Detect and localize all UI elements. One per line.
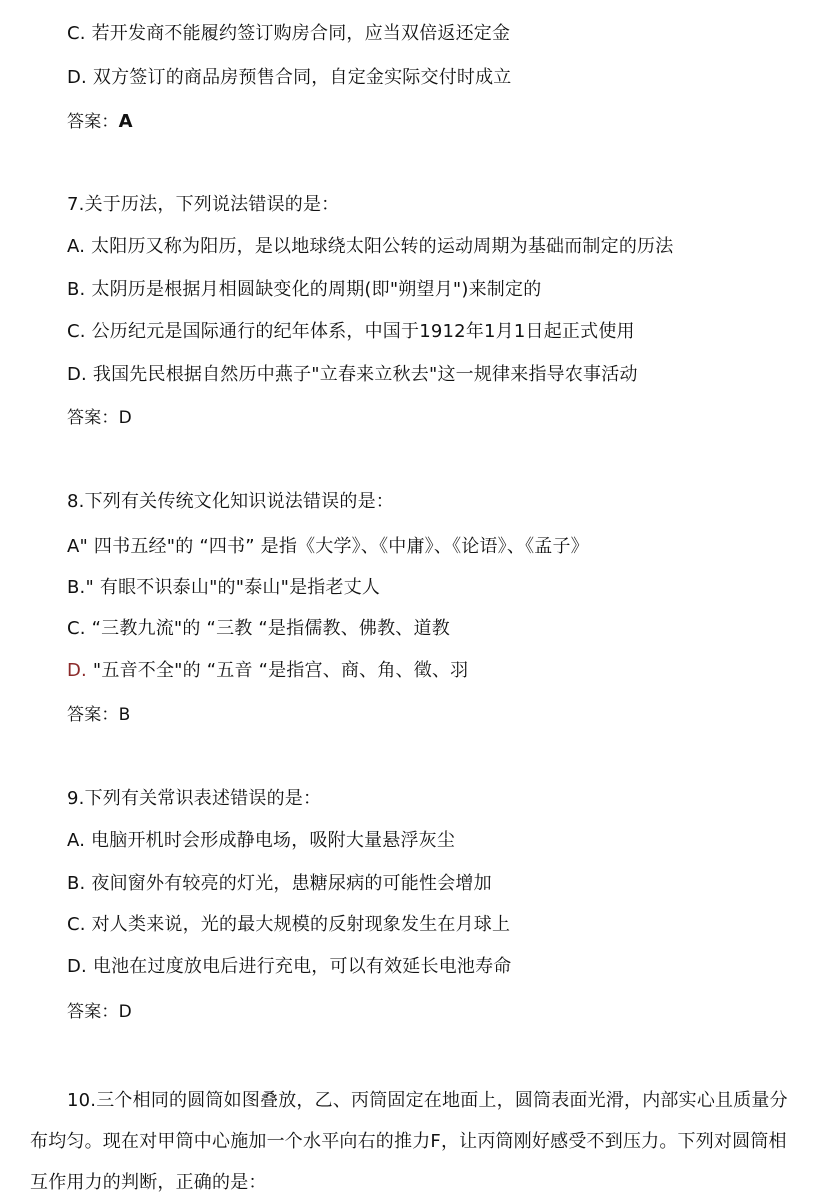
q7-option-b: B. 太阴历是根据月相圆缺变化的周期(即"朔望月")来制定的	[67, 279, 542, 300]
q6-option-c: C. 若开发商不能履约签订购房合同，应当双倍返还定金	[67, 23, 511, 44]
q8-option-a: A" 四书五经"的 “四书” 是指《大学》、《中庸》、《论语》、《孟子》	[67, 536, 589, 557]
q10-stem: 10.三个相同的圆筒如图叠放，乙、丙筒固定在地面上，圆筒表面光滑，内部实心且质量分布均匀。现在对甲筒中心施加一个水平向右的推力F，让丙筒刚好感受不到压力。下列对圆筒相互作用力的判断，正确的是：	[30, 1090, 788, 1193]
q8-answer: 答案：B	[67, 705, 131, 725]
q7-option-c: C. 公历纪元是国际通行的纪年体系，中国于1912年1月1日起正式使用	[67, 321, 635, 342]
q8-option-d-letter: D.	[67, 660, 87, 681]
q6-answer-label: 答案：	[67, 112, 119, 132]
q9-answer: 答案：D	[67, 1002, 132, 1022]
q6-answer	[67, 110, 133, 134]
q9-option-b: B. 夜间窗外有较亮的灯光，患糖尿病的可能性会增加	[67, 873, 492, 894]
q7-stem: 7.关于历法，下列说法错误的是：	[67, 194, 340, 215]
q8-option-c: C. “三教九流"的 “三教 “是指儒教、佛教、道教	[67, 618, 450, 639]
q6-answer-value: A	[118, 111, 133, 132]
q8-stem: 8.下列有关传统文化知识说法错误的是：	[67, 491, 394, 512]
q9-option-c: C. 对人类来说，光的最大规模的反射现象发生在月球上	[67, 914, 511, 935]
q9-option-d: D. 电池在过度放电后进行充电，可以有效延长电池寿命	[67, 956, 512, 977]
q9-option-a: A. 电脑开机时会形成静电场，吸附大量悬浮灰尘	[67, 830, 456, 851]
q8-option-d-text: "五音不全"的 “五音 “是指宫、商、角、徵、羽	[86, 660, 469, 681]
q7-answer: 答案：D	[67, 408, 132, 428]
q7-option-a: A. 太阳历又称为阳历，是以地球绕太阳公转的运动周期为基础而制定的历法	[67, 236, 674, 257]
q8-option-d	[67, 659, 468, 683]
q7-option-d: D. 我国先民根据自然历中燕子"立春来立秋去"这一规律来指导农事活动	[67, 364, 638, 385]
q9-stem: 9.下列有关常识表述错误的是：	[67, 788, 322, 809]
q8-option-b: B." 有眼不识泰山"的"泰山"是指老丈人	[67, 577, 381, 598]
q6-option-d: D. 双方签订的商品房预售合同，自定金实际交付时成立	[67, 67, 512, 88]
